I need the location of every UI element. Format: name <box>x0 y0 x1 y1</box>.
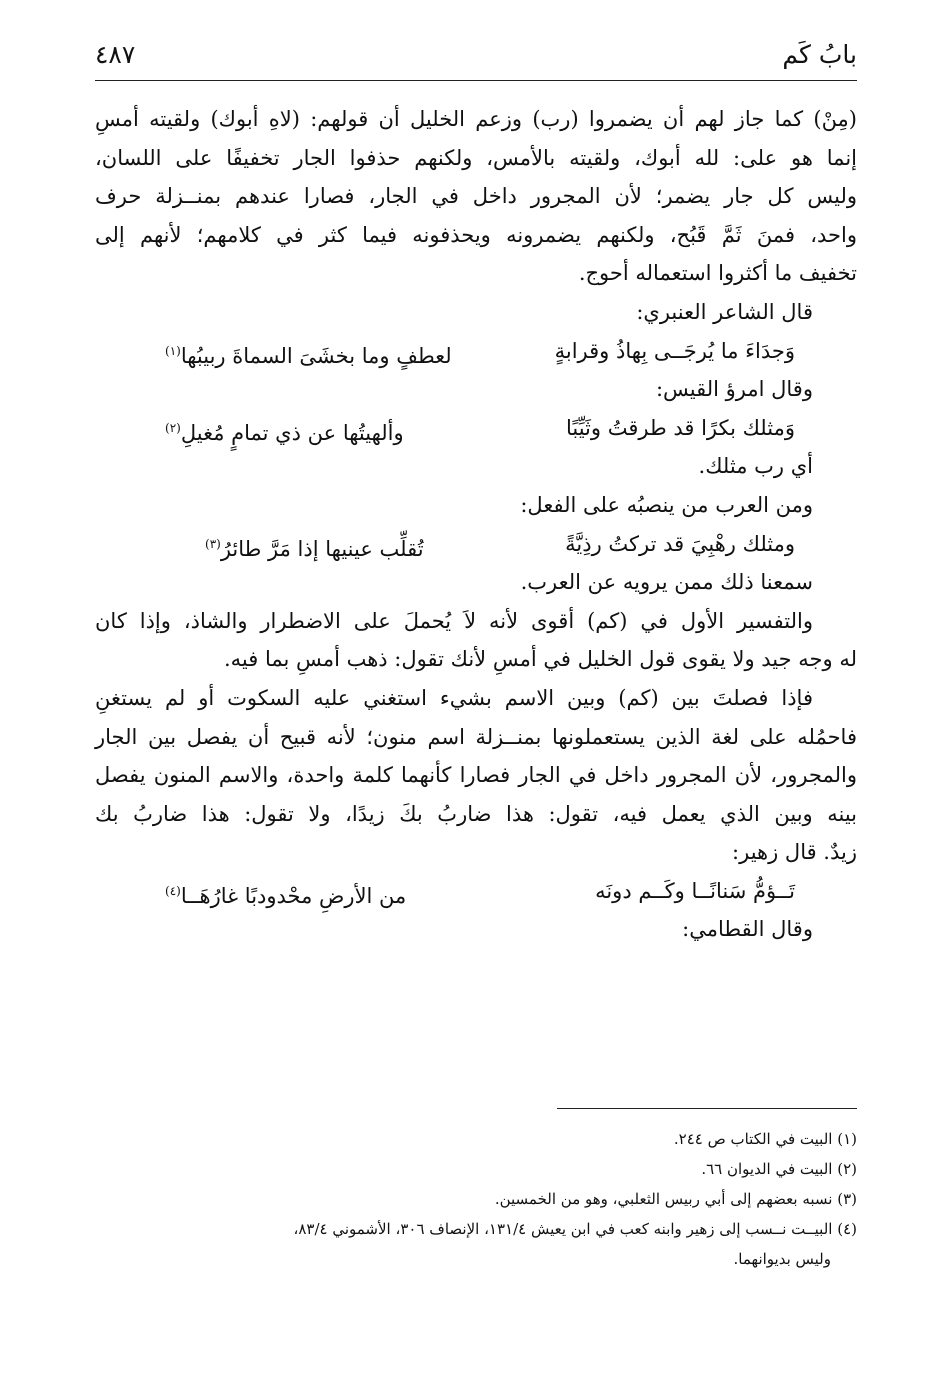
text-line: ومن العرب من ينصبُه على الفعل: <box>520 492 813 517</box>
verse-hemistich-first: تَــؤمُّ سَنانًــا وكَــم دونَه <box>595 878 795 903</box>
text-line: فاحمُله على لغة الذين يستعملونها بمنــزلة اسم منون؛ لأنه قبيح أن يفصل بين الجار <box>95 724 857 749</box>
text-line: سمعنا ذلك ممن يرويه عن العرب. <box>520 570 813 595</box>
text-line: (مِنْ) كما جاز لهم أن يضمروا (رب) وزعم الخليل أن قولهم: (لاهِ أبوك) ولقيته أمسِ <box>95 107 857 131</box>
page-header <box>95 34 857 74</box>
footnotes <box>95 1124 857 1274</box>
verse-line <box>95 409 857 448</box>
verse-text: من الأرضِ محْدودبًا غارُهَــا <box>180 883 407 908</box>
text-line: بينه وبين الذي يعمل فيه، تقول: هذا ضاربُ بكَ زيدًا، ولا تقول: هذا ضاربُ بك <box>95 801 857 826</box>
footnote-ref: (٤) <box>165 883 181 898</box>
footnote: (١) البيت في الكتاب ص ٢٤٤. <box>673 1130 857 1148</box>
verse-hemistich-second <box>165 332 452 371</box>
verse-hemistich-second <box>165 872 406 911</box>
text-line: وليس كل جار يضمر؛ لأن المجرور داخل في الجار، فصارا عندهم بمنــزلة حرف <box>95 184 857 209</box>
footnote-divider <box>557 1108 857 1109</box>
footnote-ref: (١) <box>165 343 181 358</box>
poet-intro: قال الشاعر العنبري: <box>636 299 813 324</box>
verse-hemistich-second <box>165 409 404 448</box>
poet-intro: وقال امرؤ القيس: <box>655 377 813 402</box>
text-line: إنما هو على: لله أبوك، ولقيته بالأمس، ولكنهم حذفوا الجار تخفيفًا على اللسان، <box>95 145 857 170</box>
verse-line <box>95 332 857 371</box>
page-number: ٤٨٧ <box>95 40 136 69</box>
footnote-continuation: وليس بديوانهما. <box>733 1250 831 1268</box>
text-line: زيدٌ. قال زهير: <box>732 840 857 865</box>
text-line: أي رب مثلك. <box>698 454 813 479</box>
text-line: تخفيف ما أكثروا استعماله أحوج. <box>578 261 857 286</box>
text-line: والتفسير الأول في (كم) أقوى لأنه لاَ يُحملَ على الاضطرار والشاذ، وإذا كان <box>95 608 813 633</box>
main-text <box>95 100 857 949</box>
text-line: له وجه جيد ولا يقوى قول الخليل في أمسِ لأنك تقول: ذهب أمسِ بما فيه. <box>224 647 857 672</box>
verse-hemistich-first: وَجدَاءَ ما يُرجَــى بِهاذُ وقرابةٍ <box>554 338 795 363</box>
text-line: واحد، فمنَ ثَمَّ قَبُح، ولكنهم يضمرونه ويحذفونه فيما كثر في كلامهم؛ لأنهم إلى <box>95 222 857 247</box>
verse-text: وألهيتُها عن ذي تمامٍ مُغيلِ <box>180 420 404 445</box>
text-line: والمجرور، لأن المجرور داخل في الجار فصارا كأنهما كلمة واحدة، والاسم المنون يفصل <box>95 763 857 788</box>
footnote-ref: (٢) <box>165 420 181 435</box>
footnote: (٣) نسبه بعضهم إلى أبي ربيس الثعلبي، وهو من الخمسين. <box>494 1190 857 1208</box>
footnote: (٢) البيت في الديوان ٦٦. <box>701 1160 857 1178</box>
verse-hemistich-first: ومثلك رهْبِيَ قد تركتُ رذِيَّةً <box>565 531 795 556</box>
header-divider <box>95 80 857 81</box>
verse-line <box>95 872 857 911</box>
footnote-ref: (٣) <box>205 536 221 551</box>
poet-intro: وقال القطامي: <box>682 917 813 942</box>
verse-hemistich-first: وَمثلك بكرًا قد طرقتُ وثَيِّبًا <box>565 415 795 440</box>
verse-line <box>95 525 857 564</box>
text-line: فإذا فصلتَ بين (كم) وبين الاسم بشيء استغني عليه السكوت أو لم يستغنِ <box>95 685 813 710</box>
verse-text: تُقلِّب عينيها إذا مَرَّ طائرُ <box>220 536 424 561</box>
verse-text: لعطفٍ وما بخشَىَ السماةَ ربيبُها <box>180 343 452 368</box>
footnote: (٤) البيــت نــسب إلى زهير وابنه كعب في ابن يعيش ١٣١/٤، الإنصاف ٣٠٦، الأشموني ٨٣/٤، <box>293 1220 857 1238</box>
chapter-title: بابُ كَم <box>782 40 857 69</box>
verse-hemistich-second <box>205 525 424 564</box>
